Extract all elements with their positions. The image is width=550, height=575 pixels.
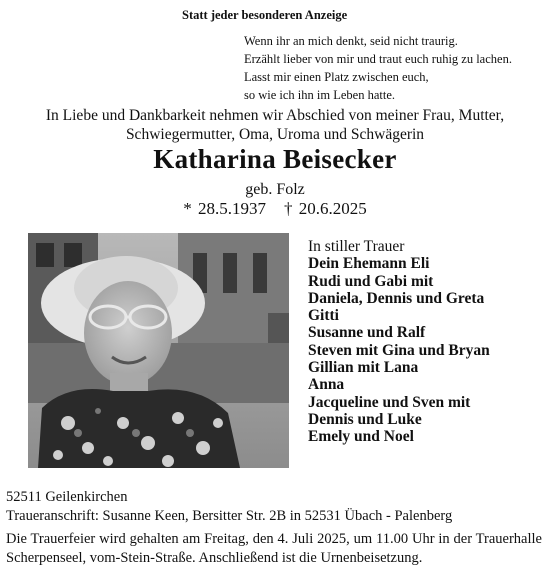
intro-text (0, 106, 550, 144)
address-line: 52511 Geilenkirchen (6, 489, 128, 505)
poem-line: so wie ich ihn im Leben hatte. (244, 88, 396, 102)
poem-line: Lasst mir einen Platz zwischen euch, (244, 70, 429, 84)
mourners-list (308, 238, 490, 446)
mourners-intro: In stiller Trauer (308, 238, 405, 255)
mourner: Anna (308, 376, 345, 394)
address-block (6, 488, 452, 526)
intro-line: In Liebe und Dankbarkeit nehmen wir Abschied von meiner Frau, Mutter, (45, 107, 505, 124)
mourner: Gillian mit Lana (308, 359, 419, 377)
mourner: Gitti (308, 307, 339, 325)
death-date: † 20.6.2025 (284, 199, 367, 218)
mourner: Daniela, Dennis und Greta (308, 289, 485, 307)
portrait-photo (28, 233, 289, 468)
mourner: Dein Ehemann Eli (308, 255, 430, 273)
notice-heading: Statt jeder besonderen Anzeige (182, 8, 348, 22)
mourner: Jacqueline und Sven mit (308, 393, 471, 411)
poem-line: Erzählt lieber von mir und traut euch ruhig zu lachen. (244, 52, 512, 66)
maiden-name: geb. Folz (245, 181, 305, 198)
mourner: Susanne und Ralf (308, 324, 426, 342)
life-dates (0, 199, 550, 219)
poem (244, 32, 512, 104)
ceremony-text: Die Trauerfeier wird gehalten am Freitag, den 4. Juli 2025, um 11.00 Uhr in der Trauerhalle Scherpenseel, vom-Stein-Straße. Anschließend ist die Urnenbeisetzung. (6, 531, 542, 566)
mourner: Steven mit Gina und Bryan (308, 341, 490, 359)
birth-date: * 28.5.1937 (183, 199, 266, 218)
mourner: Emely und Noel (308, 428, 414, 446)
mourner: Rudi und Gabi mit (308, 272, 434, 290)
mourner: Dennis und Luke (308, 410, 422, 428)
address-line: Traueranschrift: Susanne Keen, Bersitter Str. 2B in 52531 Übach - Palenberg (6, 508, 453, 524)
intro-line: Schwiegermutter, Oma, Uroma und Schwägerin (125, 126, 425, 143)
deceased-name: Katharina Beisecker (153, 144, 397, 174)
poem-line: Wenn ihr an mich denkt, seid nicht traurig. (244, 34, 458, 48)
